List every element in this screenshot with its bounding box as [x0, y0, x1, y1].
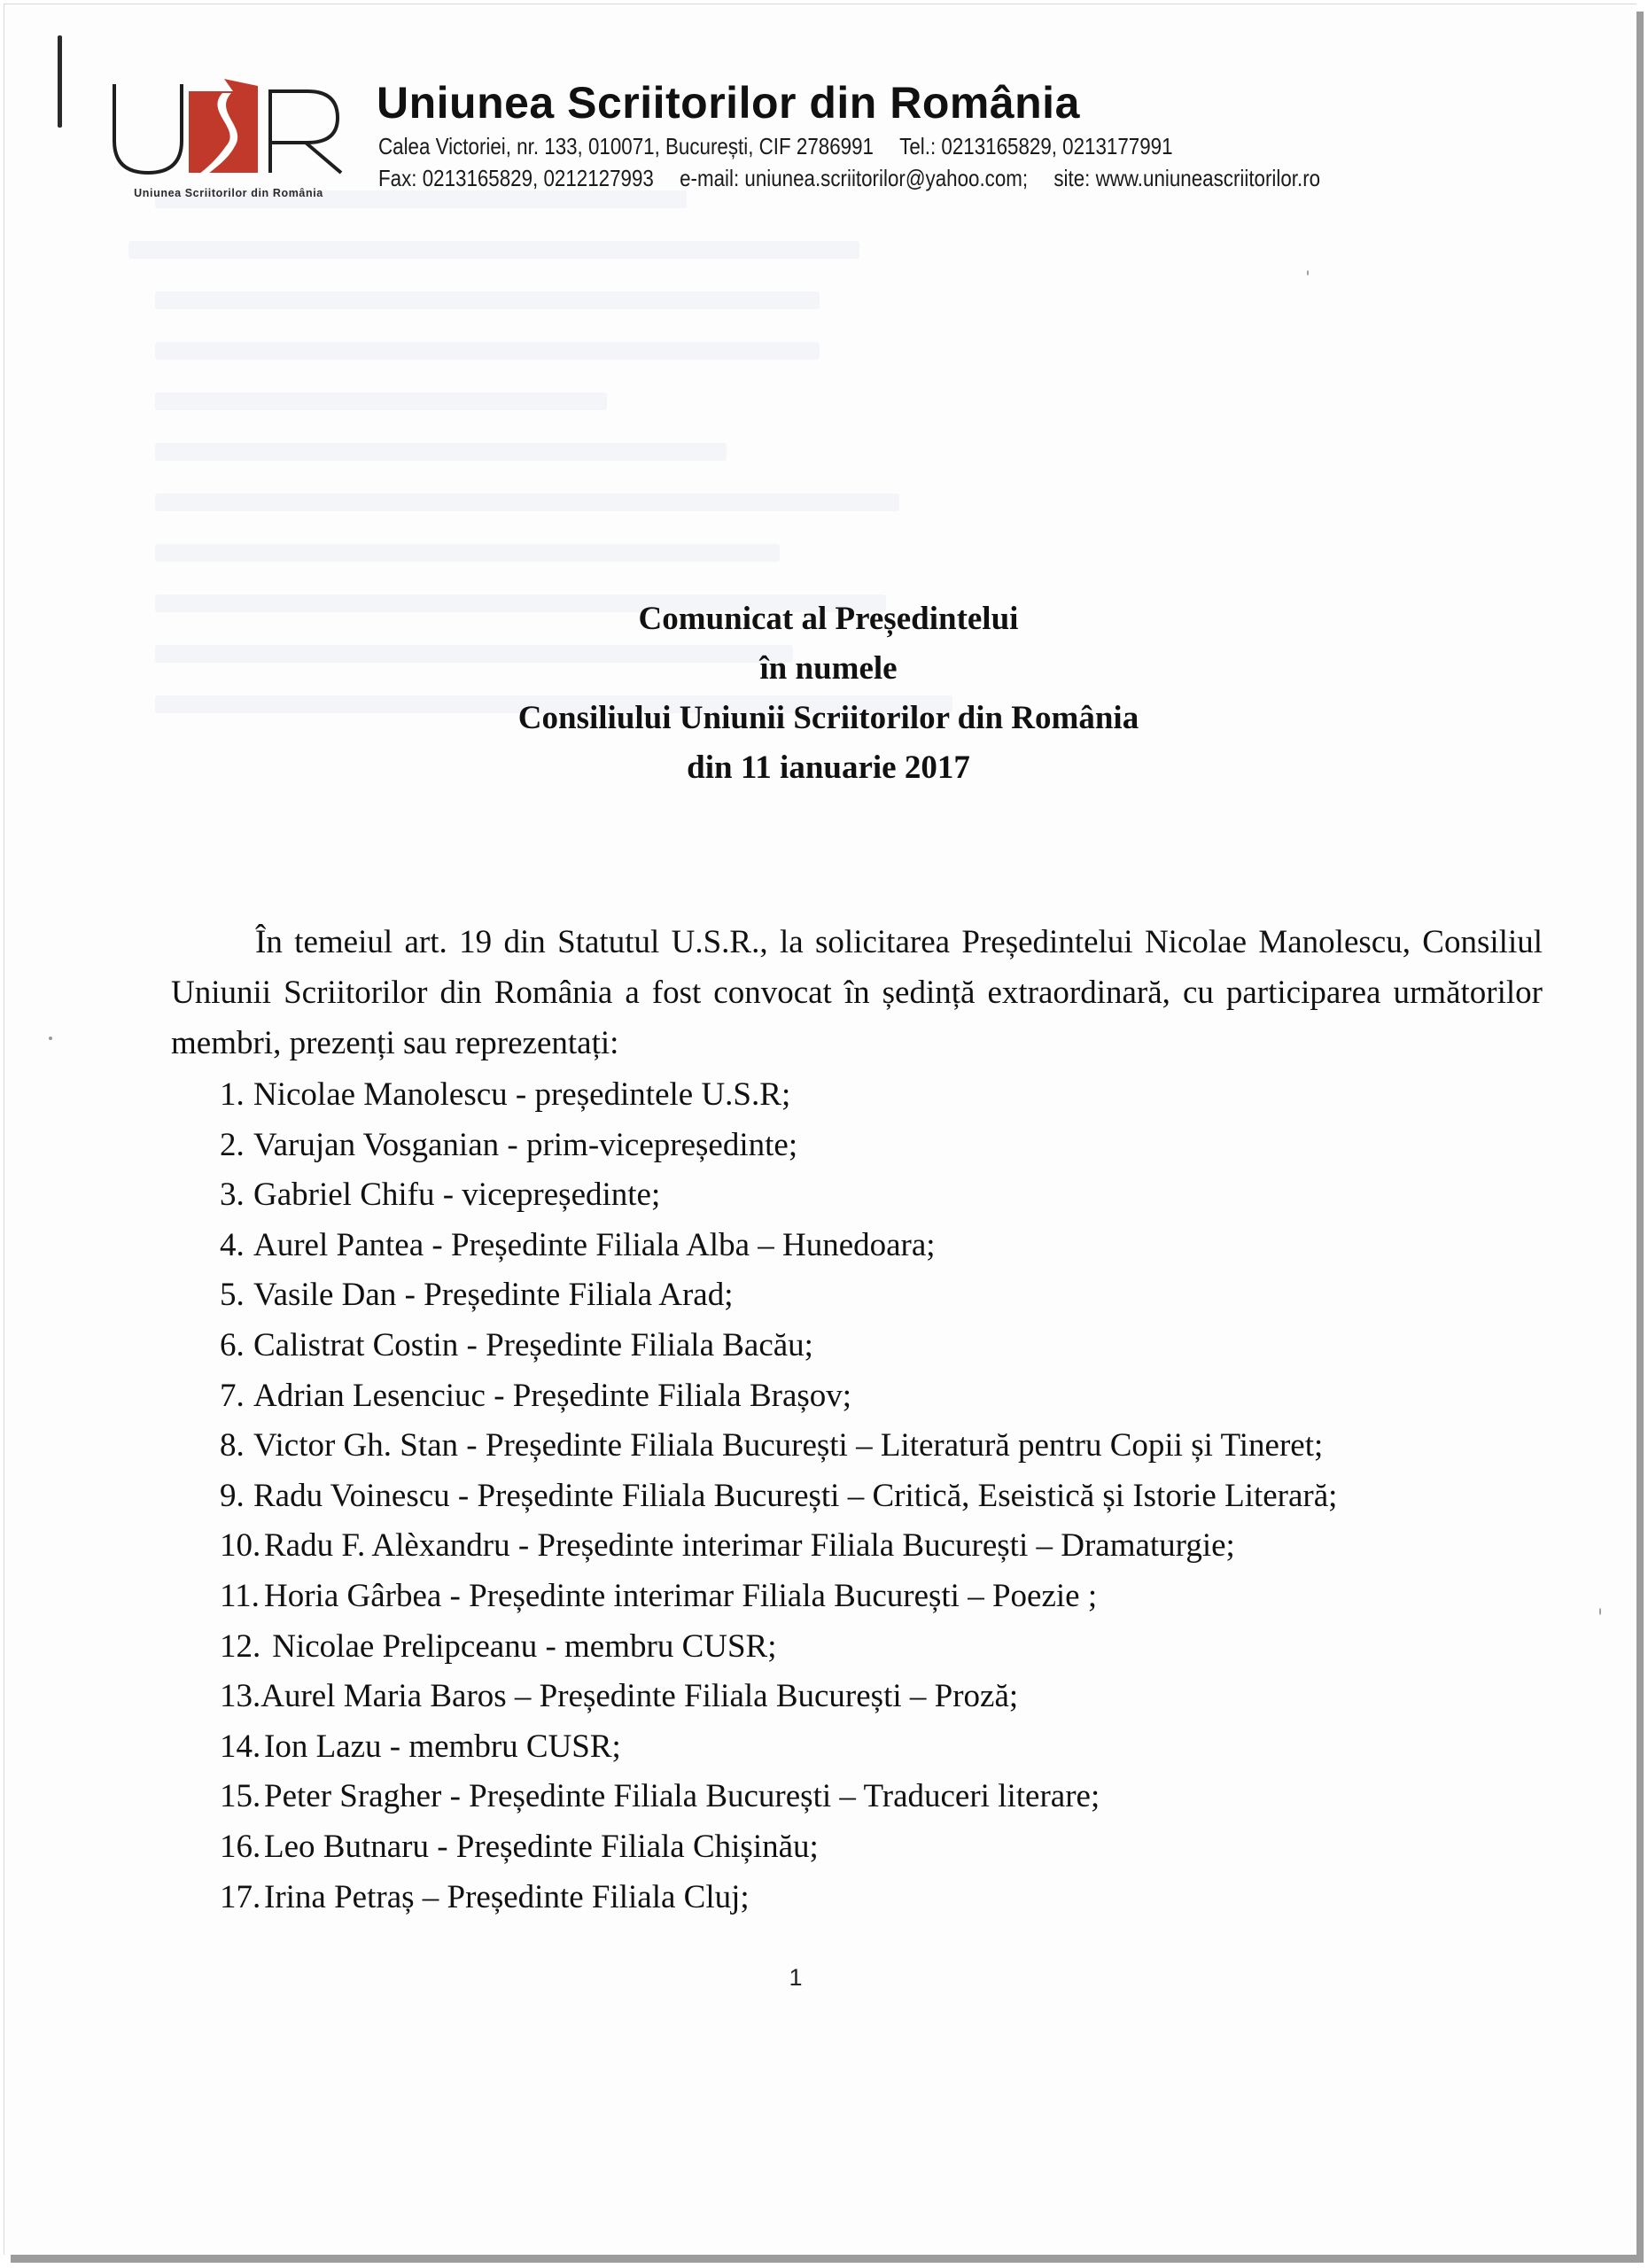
document-page — [4, 4, 1636, 2255]
title-line: din 11 ianuarie 2017 — [687, 750, 970, 786]
scan-speck — [1307, 270, 1309, 276]
logo-caption: Uniunea Scriitorilor din România — [134, 187, 323, 199]
list-item: 3. Gabriel Chifu - vicepreședinte; — [220, 1177, 661, 1214]
list-item: 2. Varujan Vosganian - prim-vicepreședinte; — [220, 1126, 798, 1163]
title-line: Consiliului Uniunii Scriitorilor din România — [517, 700, 1139, 736]
list-item: 8. Victor Gh. Stan - Președinte Filiala București – Literatură pentru Copii și Tineret; — [220, 1427, 1324, 1464]
list-item: 5. Vasile Dan - Președinte Filiala Arad; — [220, 1277, 734, 1314]
list-item: 12. Nicolae Prelipceanu - membru CUSR; — [220, 1627, 777, 1665]
scan-speck — [49, 1037, 52, 1040]
list-item: 15. Peter Sragher - Președinte Filiala București – Traduceri literare; — [220, 1778, 1100, 1815]
organization-name: Uniunea Scriitorilor din România — [377, 78, 1080, 128]
list-item: 9. Radu Voinescu - Președinte Filiala București – Critică, Eseistică și Istorie Literară; — [220, 1477, 1338, 1514]
list-item: 16. Leo Butnaru - Președinte Filiala Chișinău; — [220, 1828, 819, 1865]
members-list — [220, 1070, 1337, 1922]
title-line: Comunicat al Președintelui — [638, 601, 1019, 637]
site-link[interactable]: site: www.uniuneascriitorilor.ro — [1053, 165, 1321, 191]
contact-line-address — [378, 133, 1199, 160]
page-number: 1 — [789, 1964, 803, 1991]
list-item: 11. Horia Gârbea - Președinte interimar Filiala București – Poezie ; — [220, 1577, 1098, 1614]
list-item: 10. Radu F. Alèxandru - Președinte interimar Filiala București – Dramaturgie; — [220, 1527, 1235, 1565]
intro-paragraph — [171, 917, 1543, 1068]
list-item: 17. Irina Petraș – Președinte Filiala Cluj; — [220, 1878, 750, 1915]
list-item: 14. Ion Lazu - membru CUSR; — [220, 1728, 621, 1765]
phone-text: Tel.: 0213165829, 0213177991 — [899, 133, 1173, 159]
list-item: 13.Aurel Maria Baros – Președinte Filiala București – Proză; — [220, 1678, 1019, 1715]
address-text: Calea Victoriei, nr. 133, 010071, București, CIF 2786991 — [378, 133, 874, 159]
fax-text: Fax: 0213165829, 0212127993 — [378, 165, 654, 191]
intro-text: În temeiul art. 19 din Statutul U.S.R., la solicitarea Președintelui Nicolae Manolescu, Consiliul Uniunii Scriitorilor din România a fost convocat în ședință extraordinară, cu participarea următorilor membri, prezenți sau reprezentați: — [171, 924, 1543, 1061]
contact-line-fax — [378, 165, 1346, 192]
list-item: 1. Nicolae Manolescu - președintele U.S.R; — [220, 1076, 791, 1113]
list-item: 4. Aurel Pantea - Președinte Filiala Alba – Hunedoara; — [220, 1226, 936, 1263]
document-title — [4, 594, 1648, 793]
title-line: în numele — [759, 650, 898, 687]
usr-logo — [109, 77, 348, 201]
email-link[interactable]: e-mail: uniunea.scriitorilor@yahoo.com; — [680, 165, 1029, 191]
list-item: 6. Calistrat Costin - Președinte Filiala Bacău; — [220, 1326, 813, 1363]
scan-speck — [1599, 1608, 1601, 1615]
margin-mark — [58, 35, 62, 128]
usr-logo-mark — [109, 77, 348, 183]
list-item: 7. Adrian Lesenciuc - Președinte Filiala Brașov; — [220, 1377, 852, 1414]
